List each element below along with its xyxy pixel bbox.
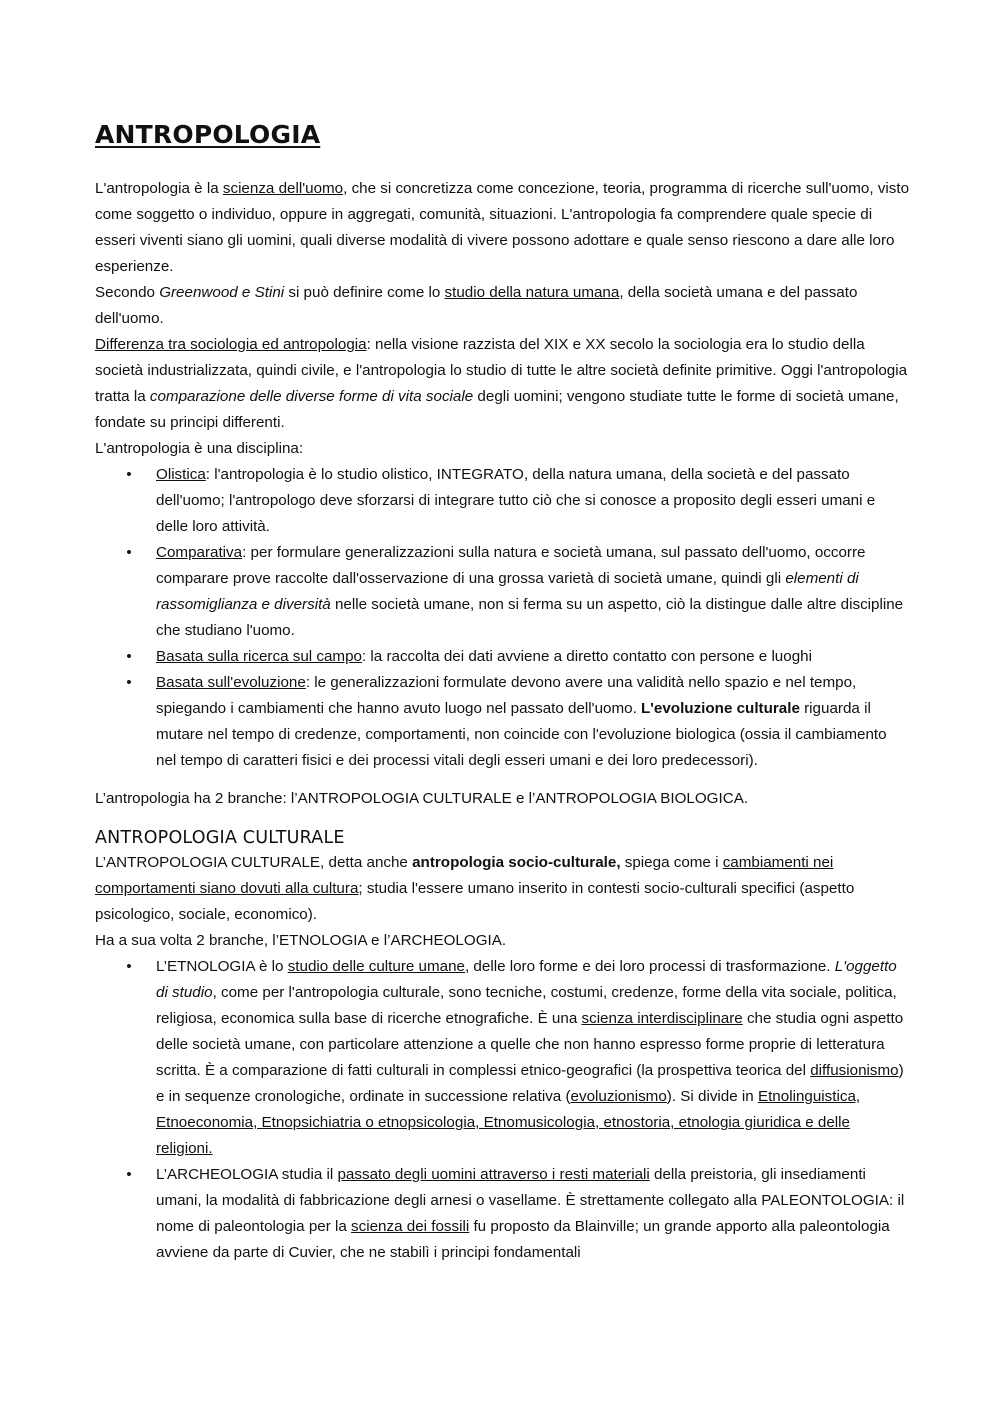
section-heading-culturale: ANTROPOLOGIA CULTURALE [95,828,345,848]
culturale-paragraph-2: Ha a sua volta 2 branche, l’ETNOLOGIA e l’ARCHEOLOGIA. [95,932,507,949]
list-item-ricerca-campo: • Basata sulla ricerca sul campo: la raccolta dei dati avviene a diretto contatto con persone e luoghi [95,644,910,670]
intro-paragraph-1: L'antropologia è la scienza dell'uomo, che si concretizza come concezione, teoria, programma di ricerche sull'uomo, visto come soggetto o individuo, oppure in aggregati, comunità, situazioni. L'antropologia fa comprendere quale specie di esseri viventi siano gli uomini, quali diverse modalità di vivere possono adottare e quale senso riescono a dare alle loro esperienze. [95,180,910,275]
list-item-evoluzione: • Basata sull'evoluzione: le generalizzazioni formulate devono avere una validità nello spazio e nel tempo, spiegando i cambiamenti che hanno avuto luogo nel passato dell'uomo. L'evoluzione culturale riguarda il mutare nel tempo di credenze, comportamenti, non coincide con l'evoluzione biologica (ossia il cambiamento nel tempo di caratteri fisici e dei processi vitali degli esseri umani e dei loro predecessori). [95,670,910,774]
list-item-archeologia: • L’ARCHEOLOGIA studia il passato degli uomini attraverso i resti materiali della preistoria, gli insediamenti umani, la modalità di fabbricazione degli arnesi o vasellame. È strettamente collegato alla PALEONTOLOGIA: il nome di paleontologia per la scienza dei fossili fu proposto da Blainville; un grande apporto alla paleontologia avviene da parte di Cuvier, che ne stabilì i principi fondamentali [95,1162,910,1266]
list-item-olistica: • Olistica: l'antropologia è lo studio olistico, INTEGRATO, della natura umana, della società e del passato dell'uomo; l'antropologo deve sforzarsi di integrare tutto ciò che si conosce a proposito degli esseri umani e delle loro attività. [95,462,910,540]
intro-paragraph-3: Differenza tra sociologia ed antropologia: nella visione razzista del XIX e XX secolo la sociologia era lo studio della società industrializzata, quindi civile, e l'antropologia lo studio di tutte le altre società definite primitive. Oggi l'antropologia tratta la comparazione delle diverse forme di vita sociale degli uomini; vengono studiate tutte le forme di società umane, fondate su principi differenti. [95,336,908,431]
disciplina-list [95,462,910,774]
bullet-icon: • [126,674,132,691]
bullet-icon: • [126,958,132,975]
intro-paragraph-2: Secondo Greenwood e Stini si può definire come lo studio della natura umana, della società umana e del passato dell'uomo. [95,284,858,327]
culturale-list [95,954,910,1266]
list-item-etnologia: • L’ETNOLOGIA è lo studio delle culture umane, delle loro forme e dei loro processi di trasformazione. L'oggetto di studio, come per l'antropologia culturale, sono tecniche, costumi, credenze, forme della vita sociale, politica, religiosa, economica sulla base di ricerche etnografiche. È una scienza interdisciplinare che studia ogni aspetto delle società umane, con particolare attenzione a quelle che non hanno espresso forme proprie di letteratura scritta. È a comparazione di fatti culturali in complessi etnico-geografici (la prospettiva teorica del diffusionismo) e in sequenze cronologiche, ordinate in successione relativa (evoluzionismo). Si divide in Etnolinguistica, Etnoeconomia, Etnopsichiatria o etnopsicologia, Etnomusicologia, etnostoria, etnologia giuridica e delle religioni. [95,954,910,1162]
bullet-icon: • [126,544,132,561]
document-page [95,118,910,1266]
list-item-comparativa: • Comparativa: per formulare generalizzazioni sulla natura e società umana, sul passato dell'uomo, occorre comparare prove raccolte dall'osservazione di una grossa varietà di società umane, quindi gli elementi di rassomiglianza e diversità nelle società umane, non si ferma su un aspetto, ciò la distingue dalle altre discipline che studiano l'uomo. [95,540,910,644]
branche-paragraph: L’antropologia ha 2 branche: l’ANTROPOLOGIA CULTURALE e l’ANTROPOLOGIA BIOLOGICA. [95,790,749,807]
bullet-icon: • [126,466,132,483]
bullet-icon: • [126,1166,132,1183]
culturale-paragraph-1: L’ANTROPOLOGIA CULTURALE, detta anche antropologia socio-culturale, spiega come i cambiamenti nei comportamenti siano dovuti alla cultura; studia l'essere umano inserito in contesti socio-culturali specifici (aspetto psicologico, sociale, economico). [95,854,855,923]
document-title: ANTROPOLOGIA [95,120,321,149]
bullet-icon: • [126,648,132,665]
intro-paragraph-4: L'antropologia è una disciplina: [95,440,304,457]
